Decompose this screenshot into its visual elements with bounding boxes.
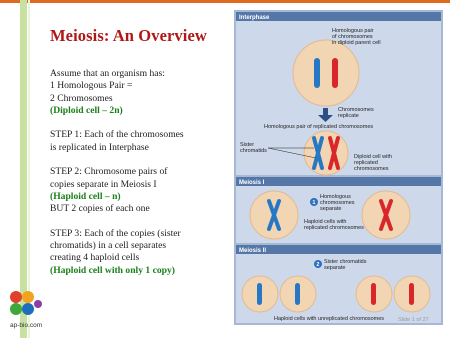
body-line: STEP 2: Chromosome pairs of — [50, 166, 168, 178]
body-line: 2 Chromosomes — [50, 92, 113, 104]
logo-text: ap-bio.com — [10, 322, 43, 329]
parent-cell — [293, 40, 359, 106]
line-gap — [50, 216, 232, 228]
accent-side-bar-light — [28, 0, 30, 338]
chromosome-red — [371, 283, 376, 305]
line-gap — [50, 117, 232, 129]
diploid-replicated-cell — [304, 131, 348, 175]
label-homologous-pair-replicated: Homologous pair of replicated chromosomes — [264, 124, 374, 130]
chromosome-blue — [314, 58, 320, 88]
body-line: is replicated in Interphase — [50, 141, 149, 153]
slide-body-text — [50, 68, 232, 277]
label-homologous-separate: Homologous chromosomes separate — [320, 194, 355, 212]
chromosome-red — [332, 58, 338, 88]
slide-number: Slide 1 of 27 — [398, 317, 429, 323]
interphase-heading: Interphase — [239, 15, 270, 21]
label-diploid-replicated: Diploid cell with replicated chromosomes — [354, 154, 392, 172]
body-line: Assume that an organism has: — [50, 68, 165, 79]
step1-number: 1 — [312, 200, 316, 207]
label-sister-separate: Sister chromatids separate — [324, 259, 367, 271]
body-line-highlight: (Haploid cell with only 1 copy) — [50, 264, 175, 276]
body-line: chromatids) in a cell separates — [50, 240, 167, 252]
meiosis2-header — [236, 245, 441, 254]
body-line: BUT 2 copies of each one — [50, 203, 150, 215]
meiosis2-heading: Meiosis II — [239, 248, 267, 254]
label-haploid-unreplicated: Haploid cells with unreplicated chromosomes — [274, 316, 385, 322]
label-sister-chromatids: Sister chromatids — [240, 142, 267, 154]
meiosis1-heading: Meiosis I — [239, 180, 265, 186]
chromosome-red — [409, 283, 414, 305]
body-line: 1 Homologous Pair = — [50, 80, 133, 92]
body-line: creating 4 haploid cells — [50, 252, 140, 264]
body-line: copies separate in Meiosis I — [50, 178, 157, 190]
meiosis-figure — [234, 10, 443, 325]
line-gap — [50, 154, 232, 166]
chromosome-blue — [295, 283, 300, 305]
label-homologous-pair: Homologous pair of chromosomes in diploid parent cell — [332, 28, 381, 46]
label-chromosomes-replicate: Chromosomes replicate — [338, 107, 374, 119]
accent-top-bar — [0, 0, 450, 3]
meiosis1-header — [236, 177, 441, 186]
slide-title: Meiosis: An Overview — [50, 26, 207, 45]
body-line-highlight: (Diploid cell – 2n) — [50, 104, 123, 116]
step2-number: 2 — [316, 262, 320, 269]
body-line-highlight: (Haploid cell – n) — [50, 190, 121, 202]
label-haploid-replicated: Haploid cells with replicated chromosomes — [304, 219, 364, 231]
body-line: STEP 1: Each of the chromosomes — [50, 129, 184, 141]
accent-side-bar — [20, 0, 27, 338]
body-line: STEP 3: Each of the copies (sister — [50, 227, 181, 239]
chromosome-blue — [257, 283, 262, 305]
